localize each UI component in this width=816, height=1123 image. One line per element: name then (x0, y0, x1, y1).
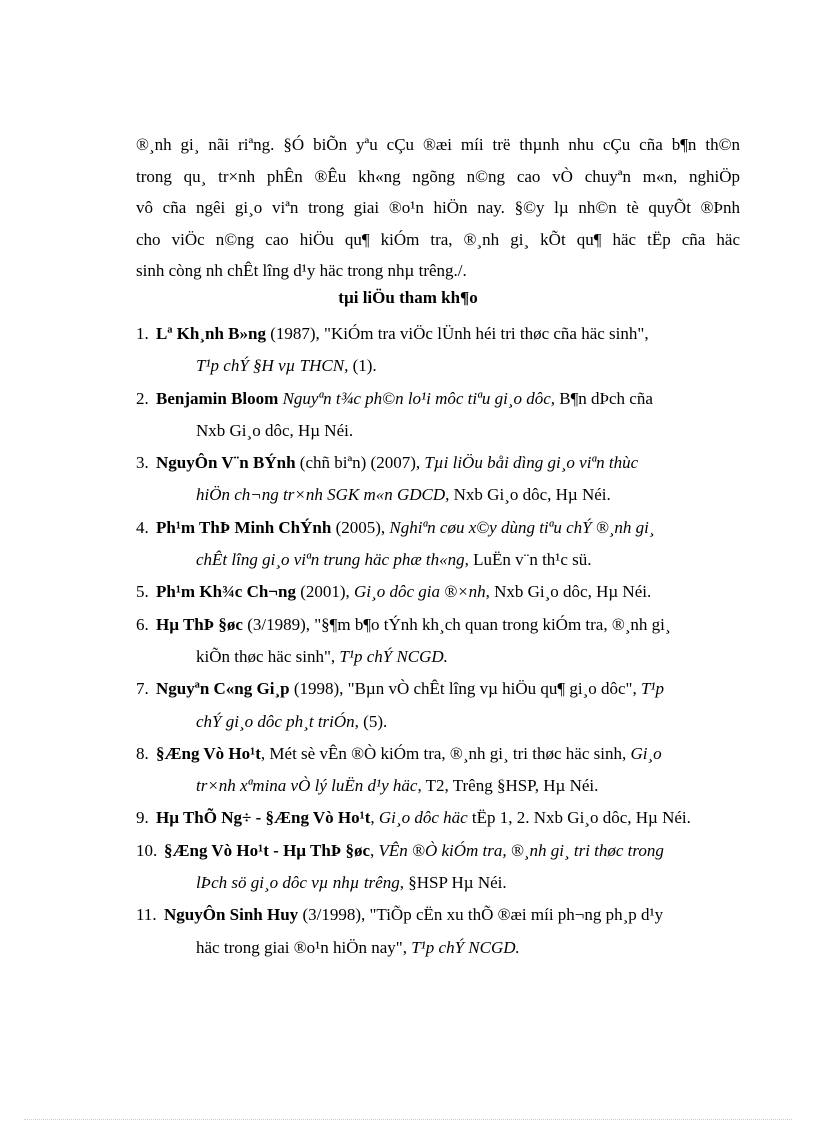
references-list (136, 318, 740, 964)
reference-author: NguyÔn V¨n BÝnh (156, 453, 296, 473)
reference-item: 3. NguyÔn V¨n BÝnh (chñ biªn) (2007), Tµi liÖu båi dìng gi¸o viªn thùc hiÖn ch¬ng tr×nh SGK m«n GDCD, Nxb Gi¸o dôc, Hµ Néi. (136, 447, 740, 512)
reference-item: 5. Ph¹m Kh¾c Ch¬ng (2001), Gi¸o dôc gia ®×nh, Nxb Gi¸o dôc, Hµ Néi. (136, 576, 740, 608)
reference-author: §Æng Vò Ho¹t - Hµ ThÞ §øc (164, 840, 371, 860)
reference-item: 8. §Æng Vò Ho¹t, Mét sè vÊn ®Ò kiÓm tra, ®¸nh gi¸ tri thøc häc sinh, Gi¸o tr×nh xªmina vÒ lý luËn d¹y häc, T2, Trêng §HSP, Hµ Néi. (136, 738, 740, 803)
reference-number: 2. (136, 388, 149, 408)
reference-author: Nguyªn C«ng Gi¸p (156, 679, 290, 699)
reference-author: Benjamin Bloom (156, 388, 279, 408)
intro-line: ®¸nh gi¸ nãi riªng. §Ó biÕn yªu cÇu ®æi míi trë thµnh nhu cÇu cña b¶n th©n (136, 135, 740, 154)
reference-item: 4. Ph¹m ThÞ Minh ChÝnh (2005), Nghiªn cøu x©y dùng tiªu chÝ ®¸nh gi¸ chÊt lîng gi¸o viªn trung häc phæ th«ng, LuËn v¨n th¹c sü. (136, 512, 740, 577)
reference-number: 6. (136, 614, 149, 634)
reference-author: Ph¹m ThÞ Minh ChÝnh (156, 517, 332, 537)
reference-author: Hµ ThÕ Ng÷ - §Æng Vò Ho¹t (156, 808, 371, 828)
reference-number: 8. (136, 743, 149, 763)
reference-item: 11. NguyÔn Sinh Huy (3/1998), "TiÕp cËn xu thÕ ®æi míi ph¬ng ph¸p d¹y häc trong giai ®o¹n hiÖn nay", T¹p chÝ NCGD. (136, 899, 740, 964)
reference-number: 10. (136, 840, 158, 860)
intro-line: trong qu¸ tr×nh phÊn ®Êu kh«ng ngõng n©ng cao vÒ chuyªn m«n, nghiÖp (136, 166, 740, 186)
reference-author: Lª Kh¸nh B»ng (156, 324, 266, 343)
page-divider (24, 1119, 792, 1120)
reference-number: 7. (136, 679, 149, 699)
reference-number: 9. (136, 808, 149, 828)
reference-number: 5. (136, 582, 149, 602)
reference-item: 6. Hµ ThÞ §øc (3/1989), "§¶m b¶o tÝnh kh¸ch quan trong kiÓm tra, ®¸nh gi¸ kiÕn thøc häc sinh", T¹p chÝ NCGD. (136, 609, 740, 674)
intro-paragraph (136, 129, 740, 287)
reference-item: 2. Benjamin Bloom Nguyªn t¾c ph©n lo¹i môc tiªu gi¸o dôc, B¶n dÞch cña Nxb Gi¸o dôc, Hµ Néi. (136, 383, 740, 448)
intro-line: vô cña ngêi gi¸o viªn trong giai ®o¹n hiÖn nay. §©y lµ nh©n tè quyÕt ®Þnh (136, 198, 740, 218)
reference-author: Ph¹m Kh¾c Ch¬ng (156, 582, 296, 602)
reference-item: 10. §Æng Vò Ho¹t - Hµ ThÞ §øc, VÊn ®Ò kiÓm tra, ®¸nh gi¸ tri thøc trong lÞch sö gi¸o dôc vµ nhµ trêng, §HSP Hµ Néi. (136, 835, 740, 900)
intro-line: sinh còng nh chÊt lîng d¹y häc trong nhµ trêng./. (136, 261, 467, 281)
intro-line: cho viÖc n©ng cao hiÖu qu¶ kiÓm tra, ®¸nh gi¸ kÕt qu¶ häc tËp cña häc (136, 229, 740, 249)
reference-number: 4. (136, 517, 149, 537)
reference-number: 3. (136, 453, 149, 473)
reference-number: 1. (136, 324, 149, 343)
reference-item: 1. Lª Kh¸nh B»ng (1987), "KiÓm tra viÖc lÜnh héi tri thøc cña häc sinh", T¹p chÝ §H vµ THCN, (1). (136, 318, 740, 383)
references-heading: tµi liÖu tham kh¶o (338, 288, 478, 307)
reference-item: 9. Hµ ThÕ Ng÷ - §Æng Vò Ho¹t, Gi¸o dôc häc tËp 1, 2. Nxb Gi¸o dôc, Hµ Néi. (136, 802, 740, 834)
reference-number: 11. (136, 905, 157, 925)
reference-item: 7. Nguyªn C«ng Gi¸p (1998), "Bµn vÒ chÊt lîng vµ hiÖu qu¶ gi¸o dôc", T¹p chÝ gi¸o dôc ph¸t triÓn, (5). (136, 673, 740, 738)
reference-author: NguyÔn Sinh Huy (164, 905, 299, 925)
reference-author: Hµ ThÞ §øc (156, 614, 243, 634)
reference-author: §Æng Vò Ho¹t (156, 743, 261, 763)
